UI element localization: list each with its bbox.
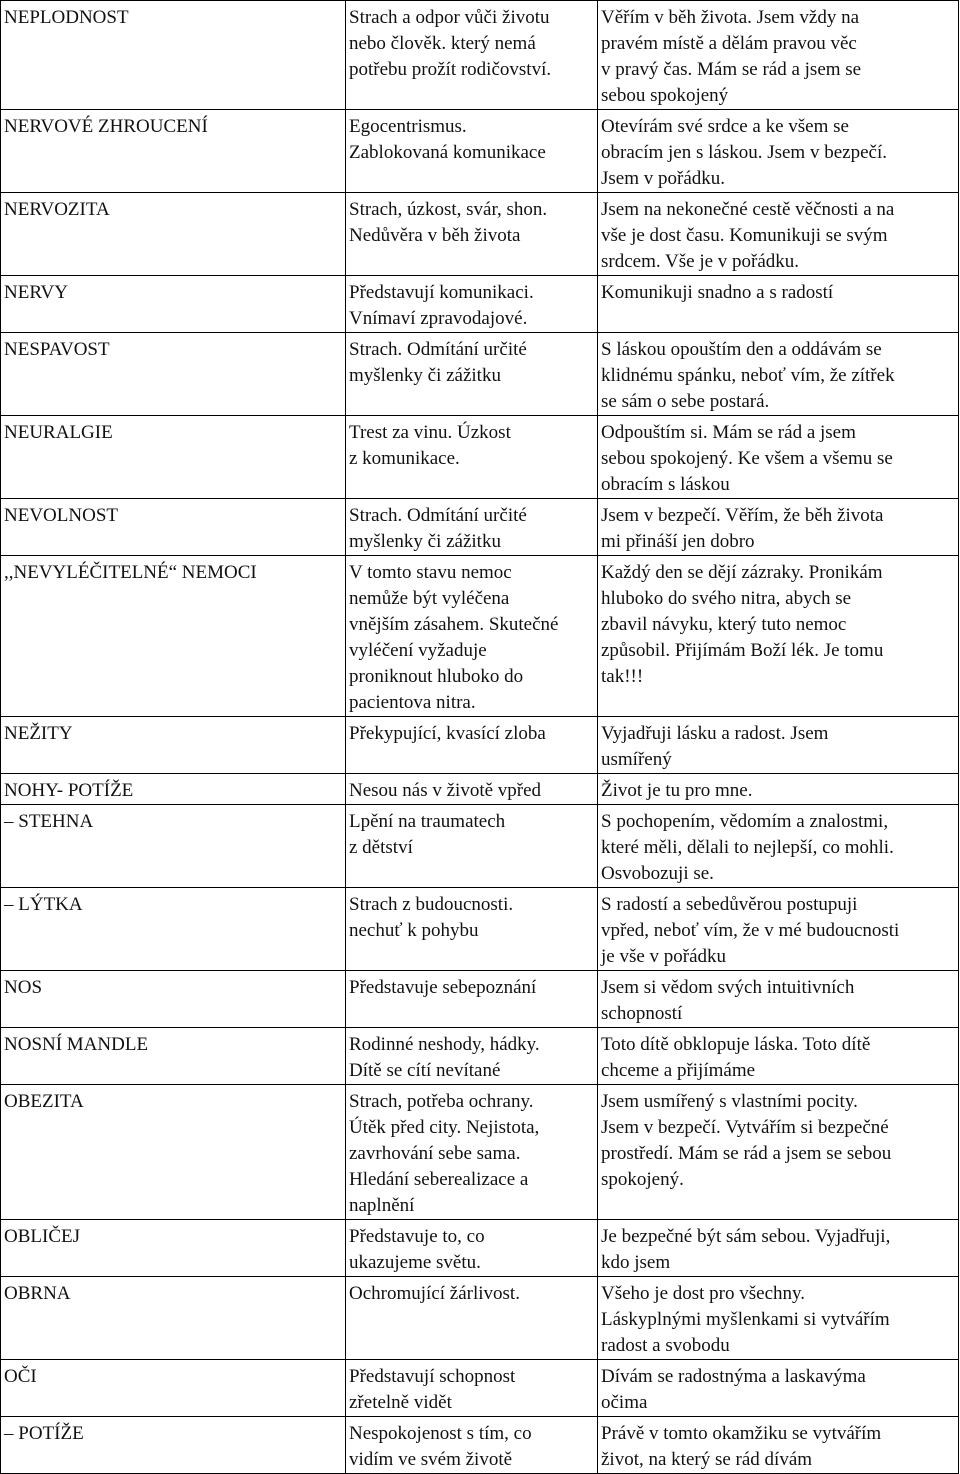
- affirmation-cell: [598, 499, 959, 556]
- affirmation-cell: [598, 416, 959, 499]
- affirmation-line: usmířený: [601, 749, 672, 770]
- affirmation-cell: [598, 888, 959, 971]
- cause-cell: [346, 1, 598, 110]
- affirmation-line: které měli, dělali to nejlepší, co mohli.: [601, 837, 894, 858]
- condition-name: [1, 971, 346, 1028]
- affirmation-line: obracím s láskou: [601, 474, 730, 495]
- condition-name-text: OBRNA: [4, 1283, 71, 1304]
- condition-name-text: NERVOVÉ ZHROUCENÍ: [4, 116, 208, 137]
- cause-line: Trest za vinu. Úzkost: [349, 422, 511, 443]
- cause-line: proniknout hluboko do: [349, 666, 524, 687]
- affirmation-line: se sám o sebe postará.: [601, 391, 770, 412]
- cause-cell: [346, 416, 598, 499]
- condition-name: [1, 774, 346, 805]
- cause-line: Lpění na traumatech: [349, 811, 506, 832]
- cause-line: Nesou nás v životě vpřed: [349, 780, 542, 801]
- cause-line: Útěk před city. Nejistota,: [349, 1117, 540, 1138]
- condition-name: [1, 888, 346, 971]
- cause-cell: [346, 556, 598, 717]
- affirmation-cell: [598, 1, 959, 110]
- affirmation-line: Všeho je dost pro všechny.: [601, 1283, 806, 1304]
- cause-cell: [346, 1085, 598, 1220]
- affirmation-cell: [598, 110, 959, 193]
- affirmation-cell: [598, 1417, 959, 1474]
- cause-line: Překypující, kvasící zloba: [349, 723, 546, 744]
- cause-line: Strach a odpor vůči životu: [349, 7, 550, 28]
- affirmation-line: spokojený.: [601, 1169, 684, 1190]
- table-row: [1, 193, 959, 276]
- affirmation-line: obracím jen s láskou. Jsem v bezpečí.: [601, 142, 887, 163]
- condition-name: [1, 276, 346, 333]
- condition-name: [1, 717, 346, 774]
- affirmation-line: Jsem v bezpečí. Vytvářím si bezpečné: [601, 1117, 889, 1138]
- affirmation-line: Komunikuji snadno a s radostí: [601, 282, 834, 303]
- cause-line: Představují schopnost: [349, 1366, 516, 1387]
- affirmation-line: S pochopením, vědomím a znalostmi,: [601, 811, 889, 832]
- affirmation-line: prostředí. Mám se rád a jsem se sebou: [601, 1143, 892, 1164]
- affirmation-line: Dívám se radostnýma a laskavýma: [601, 1366, 866, 1387]
- cause-line: Egocentrismus.: [349, 116, 467, 137]
- condition-name-text: OBLIČEJ: [4, 1226, 80, 1247]
- affirmation-line: je vše v pořádku: [601, 946, 727, 967]
- affirmation-line: Je bezpečné být sám sebou. Vyjadřuji,: [601, 1226, 891, 1247]
- condition-name-text: NEPLODNOST: [4, 7, 129, 28]
- condition-name-text: NOHY- POTÍŽE: [4, 780, 134, 801]
- affirmation-line: S radostí a sebedůvěrou postupuji: [601, 894, 858, 915]
- table-row: [1, 333, 959, 416]
- affirmation-cell: [598, 556, 959, 717]
- cause-line: pacientova nitra.: [349, 692, 476, 713]
- affirmation-line: tak!!!: [601, 666, 644, 687]
- cause-line: nebo člověk. který nemá: [349, 33, 536, 54]
- table-body: [1, 1, 959, 1474]
- cause-cell: [346, 333, 598, 416]
- affirmation-line: Osvobozuji se.: [601, 863, 714, 884]
- affirmation-cell: [598, 774, 959, 805]
- cause-cell: [346, 717, 598, 774]
- affirmation-line: Jsem si vědom svých intuitivních: [601, 977, 855, 998]
- cause-line: Ochromující žárlivost.: [349, 1283, 520, 1304]
- affirmation-line: schopností: [601, 1003, 683, 1024]
- condition-name: [1, 556, 346, 717]
- affirmation-line: způsobil. Přijímám Boží lék. Je tomu: [601, 640, 884, 661]
- condition-name-text: NOSNÍ MANDLE: [4, 1034, 149, 1055]
- affirmation-line: Život je tu pro mne.: [601, 780, 753, 801]
- cause-cell: [346, 805, 598, 888]
- table-row: [1, 1, 959, 110]
- condition-name-text: NOS: [4, 977, 43, 998]
- table-row: [1, 1028, 959, 1085]
- cause-line: Hledání seberealizace a: [349, 1169, 529, 1190]
- cause-line: V tomto stavu nemoc: [349, 562, 512, 583]
- affirmation-line: kdo jsem: [601, 1252, 671, 1273]
- condition-name: [1, 1220, 346, 1277]
- affirmation-line: srdcem. Vše je v pořádku.: [601, 251, 800, 272]
- condition-name-text: – STEHNA: [4, 811, 94, 832]
- condition-name: [1, 1, 346, 110]
- condition-name: [1, 333, 346, 416]
- affirmation-line: zbavil návyku, který tuto nemoc: [601, 614, 847, 635]
- condition-name-text: NEŽITY: [4, 723, 73, 744]
- affirmation-cell: [598, 276, 959, 333]
- affirmation-line: S láskou opouštím den a oddávám se: [601, 339, 882, 360]
- cause-line: zřetelně vidět: [349, 1392, 452, 1413]
- table-row: [1, 774, 959, 805]
- table-row: [1, 556, 959, 717]
- affirmation-line: Věřím v běh života. Jsem vždy na: [601, 7, 860, 28]
- condition-name-text: OBEZITA: [4, 1091, 84, 1112]
- table-row: [1, 110, 959, 193]
- cause-line: z komunikace.: [349, 448, 460, 469]
- table-row: [1, 499, 959, 556]
- affirmation-cell: [598, 971, 959, 1028]
- table-row: [1, 276, 959, 333]
- cause-line: Strach, úzkost, svár, shon.: [349, 199, 548, 220]
- condition-name-text: NEVOLNOST: [4, 505, 118, 526]
- cause-cell: [346, 276, 598, 333]
- cause-line: Nedůvěra v běh života: [349, 225, 521, 246]
- affirmation-line: život, na který se rád dívám: [601, 1449, 813, 1470]
- cause-line: Strach, potřeba ochrany.: [349, 1091, 534, 1112]
- affirmation-line: vpřed, neboť vím, že v mé budoucnosti: [601, 920, 900, 941]
- condition-name-text: – LÝTKA: [4, 894, 83, 915]
- cause-line: vyléčení vyžaduje: [349, 640, 487, 661]
- table-row: [1, 1085, 959, 1220]
- cause-line: Vnímaví zpravodajové.: [349, 308, 528, 329]
- affirmation-line: chceme a přijímáme: [601, 1060, 756, 1081]
- cause-line: naplnění: [349, 1195, 415, 1216]
- cause-line: zavrhování sebe sama.: [349, 1143, 521, 1164]
- cause-line: Představuje to, co: [349, 1226, 485, 1247]
- condition-name-text: – POTÍŽE: [4, 1423, 84, 1444]
- cause-line: Dítě se cítí nevítané: [349, 1060, 501, 1081]
- condition-name: [1, 1277, 346, 1360]
- affirmation-line: očima: [601, 1392, 648, 1413]
- cause-line: Strach z budoucnosti.: [349, 894, 514, 915]
- cause-line: Strach. Odmítání určité: [349, 339, 527, 360]
- cause-line: nechuť k pohybu: [349, 920, 479, 941]
- affirmation-line: Jsem na nekonečné cestě věčnosti a na: [601, 199, 895, 220]
- affirmation-line: hluboko do svého nitra, abych se: [601, 588, 852, 609]
- affirmation-cell: [598, 1220, 959, 1277]
- table-row: [1, 971, 959, 1028]
- affirmation-cell: [598, 193, 959, 276]
- cause-line: vidím ve svém životě: [349, 1449, 513, 1470]
- affirmation-line: Jsem usmířený s vlastními pocity.: [601, 1091, 858, 1112]
- table-row: [1, 1417, 959, 1474]
- cause-line: myšlenky či zážitku: [349, 365, 501, 386]
- affirmation-line: Odpouštím si. Mám se rád a jsem: [601, 422, 856, 443]
- cause-cell: [346, 971, 598, 1028]
- affirmation-cell: [598, 1360, 959, 1417]
- table-row: [1, 717, 959, 774]
- affirmation-line: Toto dítě obklopuje láska. Toto dítě: [601, 1034, 871, 1055]
- condition-name: [1, 416, 346, 499]
- cause-cell: [346, 110, 598, 193]
- condition-name-text: OČI: [4, 1366, 37, 1387]
- affirmation-cell: [598, 805, 959, 888]
- affirmation-line: vše je dost času. Komunikuji se svým: [601, 225, 888, 246]
- cause-line: nemůže být vyléčena: [349, 588, 510, 609]
- cause-cell: [346, 774, 598, 805]
- affirmation-cell: [598, 1277, 959, 1360]
- affirmation-line: mi přináší jen dobro: [601, 531, 755, 552]
- condition-name-text: NERVY: [4, 282, 68, 303]
- condition-name: [1, 1085, 346, 1220]
- condition-name: [1, 110, 346, 193]
- affirmation-line: pravém místě a dělám pravou věc: [601, 33, 857, 54]
- affirmation-line: Jsem v pořádku.: [601, 168, 726, 189]
- affirmation-line: klidnému spánku, neboť vím, že zítřek: [601, 365, 895, 386]
- cause-line: ukazujeme světu.: [349, 1252, 481, 1273]
- condition-name-text: ,,NEVYLÉČITELNÉ“ NEMOCI: [4, 562, 257, 583]
- affirmation-line: Vyjadřuji lásku a radost. Jsem: [601, 723, 829, 744]
- cause-line: Strach. Odmítání určité: [349, 505, 527, 526]
- cause-cell: [346, 1360, 598, 1417]
- condition-name-text: NEURALGIE: [4, 422, 113, 443]
- cause-line: Nespokojenost s tím, co: [349, 1423, 532, 1444]
- cause-cell: [346, 499, 598, 556]
- cause-line: myšlenky či zážitku: [349, 531, 501, 552]
- table-row: [1, 1277, 959, 1360]
- affirmation-line: Otevírám své srdce a ke všem se: [601, 116, 849, 137]
- condition-name: [1, 499, 346, 556]
- affirmation-cell: [598, 333, 959, 416]
- cause-cell: [346, 1028, 598, 1085]
- cause-cell: [346, 1277, 598, 1360]
- affirmation-cell: [598, 1028, 959, 1085]
- table-row: [1, 1220, 959, 1277]
- cause-cell: [346, 193, 598, 276]
- cause-line: Rodinné neshody, hádky.: [349, 1034, 540, 1055]
- cause-line: Zablokovaná komunikace: [349, 142, 546, 163]
- cause-cell: [346, 1220, 598, 1277]
- condition-name: [1, 1417, 346, 1474]
- affirmation-cell: [598, 717, 959, 774]
- condition-name: [1, 193, 346, 276]
- affirmation-cell: [598, 1085, 959, 1220]
- table-row: [1, 805, 959, 888]
- condition-name: [1, 1028, 346, 1085]
- condition-name: [1, 805, 346, 888]
- affirmation-line: radost a svobodu: [601, 1335, 730, 1356]
- cause-line: Představuje sebepoznání: [349, 977, 537, 998]
- affirmation-line: Každý den se dějí zázraky. Pronikám: [601, 562, 883, 583]
- table-row: [1, 888, 959, 971]
- cause-cell: [346, 888, 598, 971]
- condition-name-text: NESPAVOST: [4, 339, 110, 360]
- affirmation-line: v pravý čas. Mám se rád a jsem se: [601, 59, 862, 80]
- condition-name: [1, 1360, 346, 1417]
- affirmation-line: sebou spokojený. Ke všem a všemu se: [601, 448, 893, 469]
- cause-line: Představují komunikaci.: [349, 282, 534, 303]
- cause-line: potřebu prožít rodičovství.: [349, 59, 552, 80]
- table-row: [1, 1360, 959, 1417]
- cause-cell: [346, 1417, 598, 1474]
- affirmation-line: Jsem v bezpečí. Věřím, že běh života: [601, 505, 884, 526]
- affirmation-line: Právě v tomto okamžiku se vytvářím: [601, 1423, 882, 1444]
- affirmation-line: sebou spokojený: [601, 85, 729, 106]
- condition-name-text: NERVOZITA: [4, 199, 110, 220]
- cause-line: vnějším zásahem. Skutečné: [349, 614, 559, 635]
- table-row: [1, 416, 959, 499]
- cause-line: z dětství: [349, 837, 413, 858]
- affirmation-line: Láskyplnými myšlenkami si vytvářím: [601, 1309, 890, 1330]
